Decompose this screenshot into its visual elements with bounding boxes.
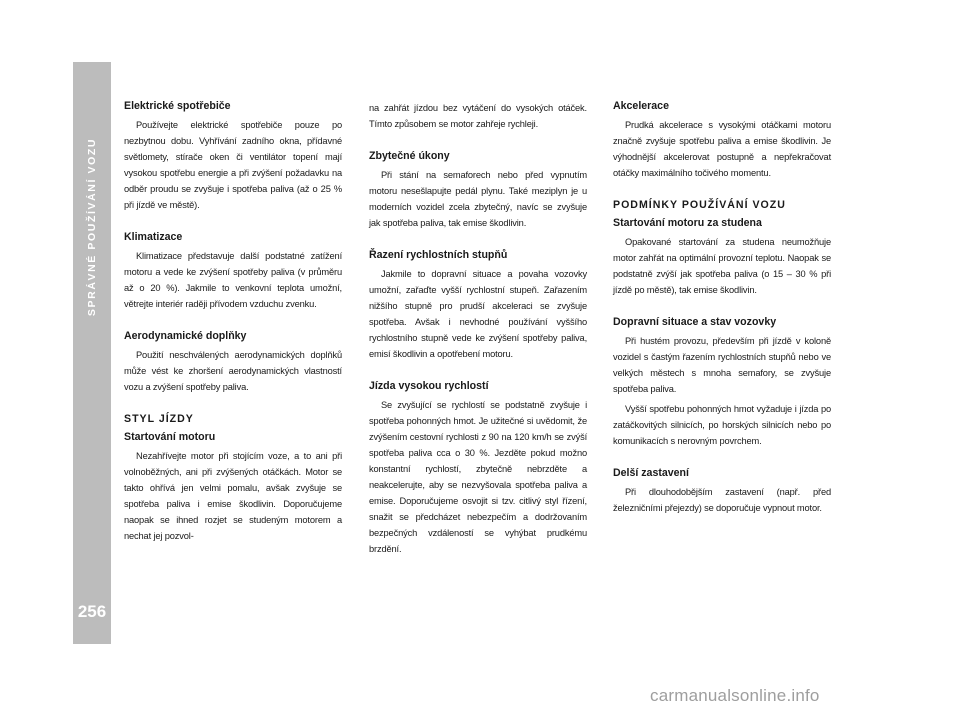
- heading-high-speed: Jízda vysokou rychlostí: [369, 380, 489, 392]
- paragraph-engine-start: Nezahřívejte motor při stojícím voze, a to ani při volnoběžných, ani při zvýšených otáčkách. Motor se takto ohřívá jen velmi pomalu, avšak zvyšuje se spotřeba paliva i emise škodlivin. Doporučujeme naopak se ihned rozjet se studeným motorem a nechat jej pozvol-: [124, 451, 342, 541]
- heading-cold-start: Startování motoru za studena: [613, 217, 762, 229]
- section-title: [73, 62, 111, 392]
- paragraph-unnecessary-actions: Při stání na semaforech nebo před vypnutím motoru nesešlapujte pedál plynu. Také meziplyn je u moderních vozidel zcela zbytečný, navíc se zvyšuje jak spotřeba paliva, tak emise škodlivin.: [369, 170, 587, 228]
- watermark-text: carmanualsonline.info: [650, 686, 820, 705]
- paragraph-high-speed: Se zvyšující se rychlostí se podstatně zvyšuje i spotřeba pohonných hmot. Je užitečné si uvědomit, že zvýšením cestovní rychlosti z 90 na 120 km/h se zvýší spotřeba paliva cca o 30 %. Jezděte pokud možno konstantní rychlostí, zbytečně nebrzděte a neakcelerujte, aby se nezvyšovala spotřeba paliva a emise. Doporučujeme osvojit si tzv. citlivý styl řízení, snažit se předcházet nebezpečím a dodržovaním bezpečných vzdáleností se vyhýbat prudkému brzdění.: [369, 400, 587, 554]
- column-2: [369, 100, 587, 575]
- paragraph-longer-stop: Při dlouhodobějším zastavení (např. před železničními přejezdy) se doporučuje vypnout motor.: [613, 487, 831, 513]
- heading-usage-conditions: PODMÍNKY POUŽÍVÁNÍ VOZU: [613, 199, 786, 211]
- column-1: [124, 100, 342, 562]
- heading-driving-style: STYL JÍZDY: [124, 413, 194, 425]
- heading-aero-accessories: Aerodynamické doplňky: [124, 330, 247, 342]
- sidebar-band: [73, 62, 111, 644]
- heading-electrical-consumers: Elektrické spotřebiče: [124, 100, 231, 112]
- paragraph-traffic-road-2: Vyšší spotřebu pohonných hmot vyžaduje i jízda po zatáčkovitých silnicích, po horských silnicích nebo po komunikacích s nerovným povrchem.: [613, 404, 831, 446]
- heading-engine-start: Startování motoru: [124, 431, 216, 443]
- paragraph-acceleration: Prudká akcelerace s vysokými otáčkami motoru značně zvyšuje spotřebu paliva a emise škodlivin. Je výhodnější akcelerovat postupně a nepřekračovat otáčky maximálního točivého momentu.: [613, 120, 831, 178]
- paragraph-aero-accessories: Použití neschválených aerodynamických doplňků může vést ke zhoršení aerodynamických vlastností vozu a zvýšení spotřeby paliva.: [124, 350, 342, 392]
- paragraph-cold-start: Opakované startování za studena neumožňuje motor zahřát na optimální provozní teplotu. Naopak se podstatně zvýší jak spotřeba paliva (o 15 – 30 % při jízdě po městě), tak emise škodlivin.: [613, 237, 831, 295]
- heading-longer-stop: Delší zastavení: [613, 467, 689, 479]
- paragraph-electrical-consumers: Používejte elektrické spotřebiče pouze po nezbytnou dobu. Vyhřívání zadního okna, přídavné světlomety, stírače oken či ventilátor topení mají vysokou spotřebu energie a při zvýšení požadavku na odběr proudu se zvyšuje i spotřeba paliva (až o 25 % při jízdě ve městě).: [124, 120, 342, 210]
- heading-air-conditioning: Klimatizace: [124, 231, 183, 243]
- heading-gear-shifting: Řazení rychlostních stupňů: [369, 249, 508, 261]
- paragraph-continued: na zahřát jízdou bez vytáčení do vysokých otáček. Tímto způsobem se motor zahřeje rychleji.: [369, 103, 587, 129]
- heading-traffic-road: Dopravní situace a stav vozovky: [613, 316, 777, 328]
- heading-unnecessary-actions: Zbytečné úkony: [369, 150, 450, 162]
- paragraph-traffic-road-1: Při hustém provozu, především při jízdě v koloně vozidel s častým řazením rychlostních stupňů nebo ve velkých městech s mnoha semafory, se zvyšuje spotřeba paliva.: [613, 336, 831, 394]
- page-number: 256: [77, 602, 107, 621]
- heading-acceleration: Akcelerace: [613, 100, 669, 112]
- section-title-text: SPRÁVNÉ POUŽÍVÁNÍ VOZU: [86, 137, 99, 317]
- paragraph-gear-shifting: Jakmile to dopravní situace a povaha vozovky umožní, zařaďte vyšší rychlostní stupeň. Zařazením nižšího stupně pro prudší akceleraci se zvyšuje spotřeba. Avšak i nevhodné používání vyššího rychlostního stupně vede ke zvýšení spotřeby paliva, emisí škodlivin a opotřebení motoru.: [369, 269, 587, 359]
- column-3: [613, 100, 831, 534]
- paragraph-air-conditioning: Klimatizace představuje další podstatné zatížení motoru a vede ke zvýšení spotřeby paliva (v průměru až o 20 %). Jakmile to venkovní teplota umožní, větrejte interiér raději přívodem vzduchu zvenku.: [124, 251, 342, 309]
